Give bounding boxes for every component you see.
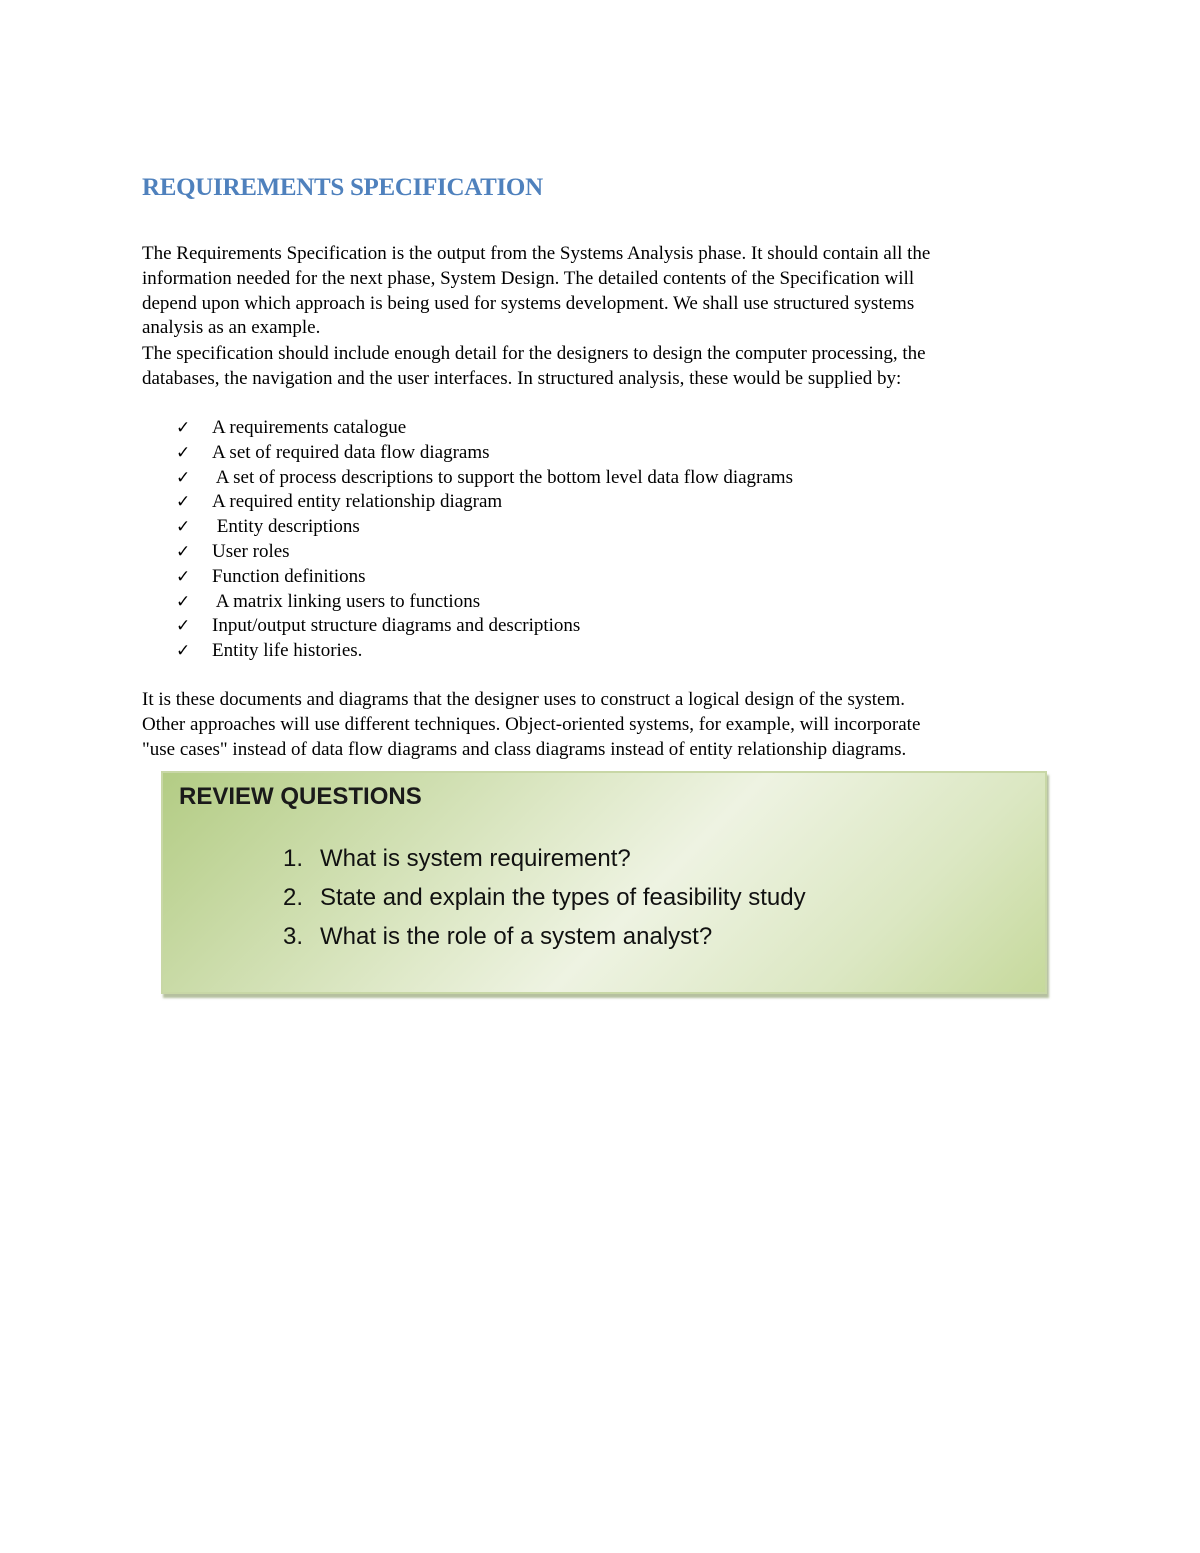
paragraph-line: information needed for the next phase, System Design. The detailed contents of the Specification will [142,267,915,289]
list-item [176,540,793,565]
list-item-label: Entity life histories. [212,640,363,662]
list-item-label: A requirements catalogue [212,417,407,438]
closing-paragraph [142,688,1072,762]
list-item [176,441,793,466]
question-text: What is system requirement? [320,845,631,872]
review-questions-list [283,839,806,956]
list-item-label: A set of process descriptions to support the bottom level data flow diagrams [212,466,793,488]
list-item [176,515,793,540]
list-item-label: Input/output structure diagrams and descriptions [212,615,581,637]
list-item-label: Function definitions [212,565,366,587]
checkmark-icon: ✓ [176,492,191,513]
checkmark-icon: ✓ [176,517,191,538]
paragraph-line: databases, the navigation and the user interfaces. In structured analysis, these would be supplied by: [142,367,902,389]
question-text: What is the role of a system analyst? [320,923,713,950]
list-item-label: A required entity relationship diagram [212,491,503,513]
paragraph-line: The Requirements Specification is the output from the Systems Analysis phase. It should contain all the [142,243,931,264]
review-question [283,917,806,956]
list-item-label: A set of required data flow diagrams [212,441,490,463]
list-item-label: A matrix linking users to functions [212,590,481,612]
checkmark-icon: ✓ [176,641,191,662]
review-questions-box [161,771,1047,994]
question-number: 3. [283,923,304,950]
paragraph-line: It is these documents and diagrams that the designer uses to construct a logical design of the system. [142,689,905,710]
checkmark-icon: ✓ [176,467,191,488]
list-item [176,639,793,664]
review-question [283,839,806,878]
list-item [176,565,793,590]
question-text: State and explain the types of feasibility study [320,884,806,911]
checkmark-icon: ✓ [176,591,191,612]
list-item [176,614,793,639]
checkmark-icon: ✓ [176,541,191,562]
paragraph-line: analysis as an example. [142,317,321,339]
review-questions-title: REVIEW QUESTIONS [179,783,422,810]
list-item [176,466,793,491]
review-question [283,878,806,917]
paragraph-line: "use cases" instead of data flow diagrams and class diagrams instead of entity relationship diagrams. [142,738,907,760]
list-item-label: Entity descriptions [212,516,360,538]
intro-paragraph [142,242,1072,341]
specification-detail-paragraph [142,342,1072,392]
deliverables-checklist [176,416,793,664]
paragraph-line: The specification should include enough detail for the designers to design the computer processing, the [142,343,926,364]
list-item [176,416,793,441]
page-title: REQUIREMENTS SPECIFICATION [142,174,543,201]
checkmark-icon: ✓ [176,566,191,587]
paragraph-line: depend upon which approach is being used for systems development. We shall use structured systems [142,292,915,314]
list-item [176,590,793,615]
list-item [176,490,793,515]
checkmark-icon: ✓ [176,616,191,637]
question-number: 1. [283,845,304,872]
paragraph-line: Other approaches will use different techniques. Object-oriented systems, for example, will incorporate [142,713,921,735]
question-number: 2. [283,884,304,911]
checkmark-icon: ✓ [176,418,191,438]
list-item-label: User roles [212,540,290,562]
checkmark-icon: ✓ [176,442,191,463]
